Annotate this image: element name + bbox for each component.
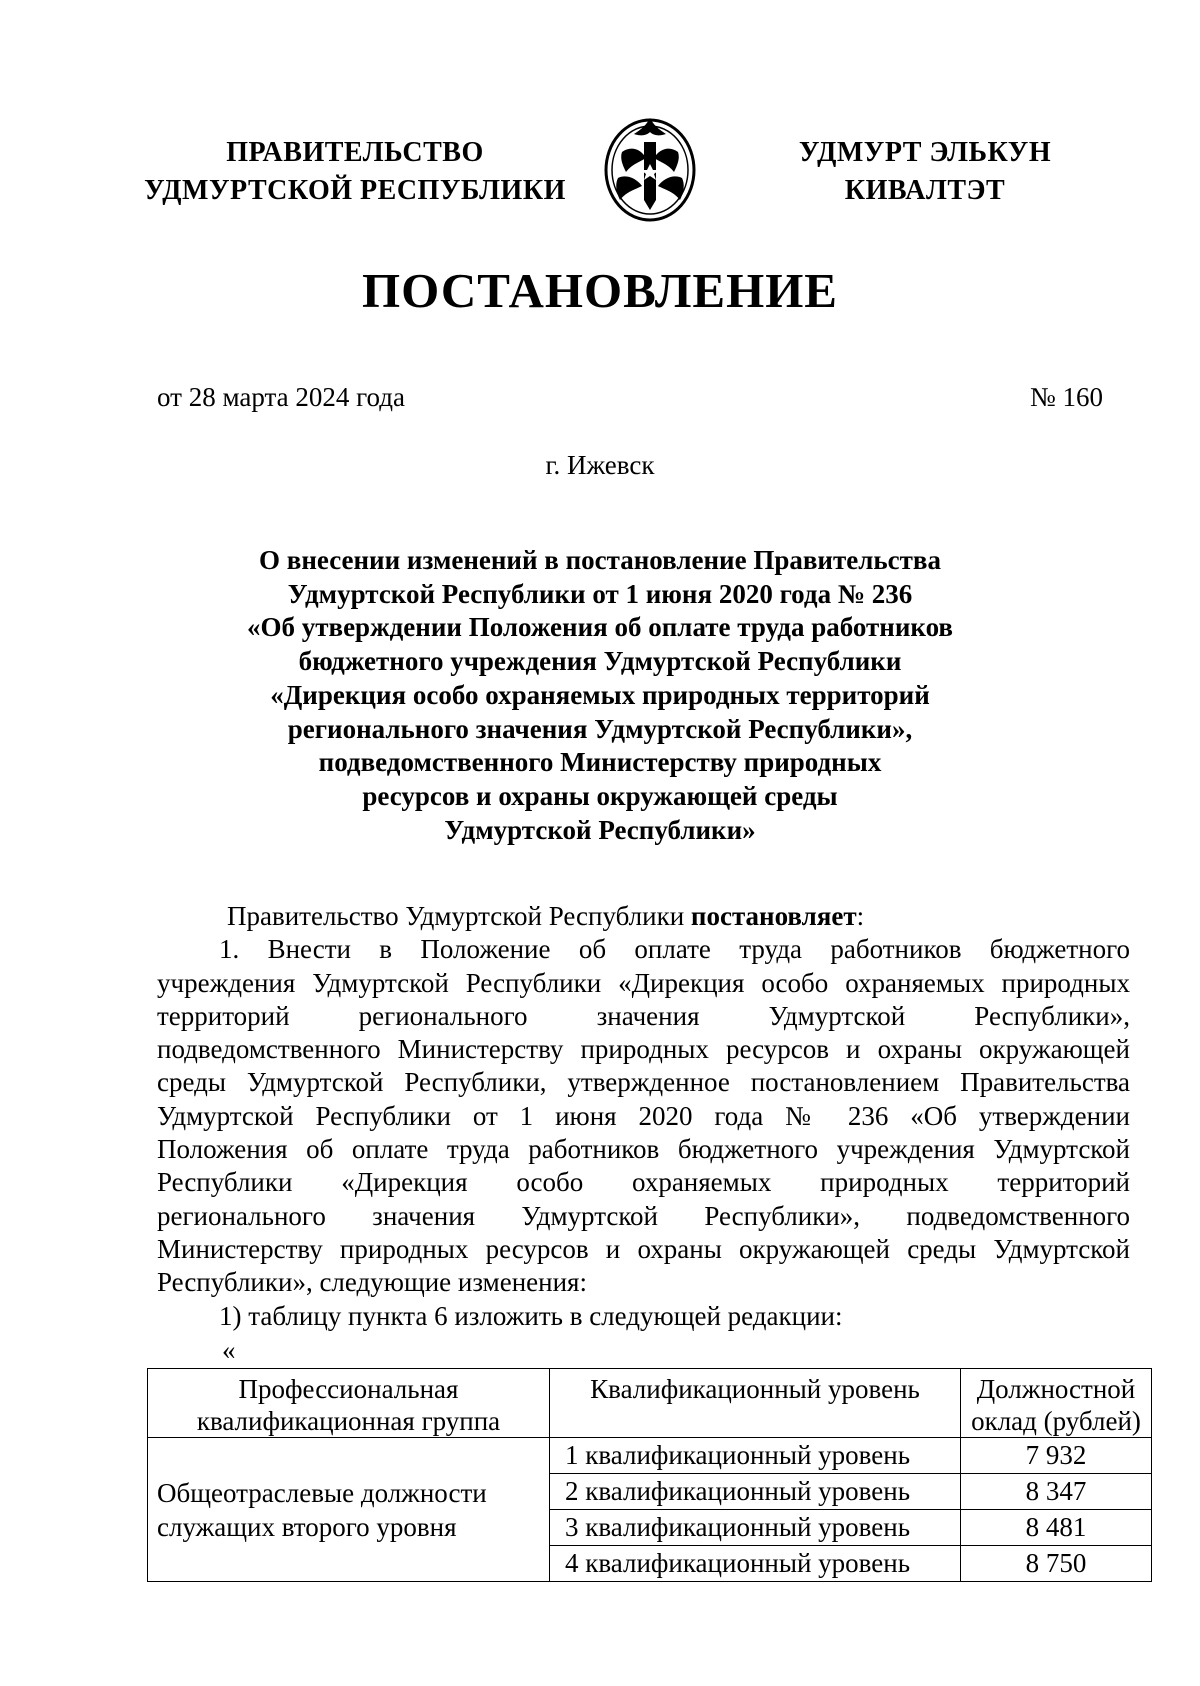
paragraph-line: Положения об оплате труда работников бюджетного учреждения Удмуртской [157, 1134, 1130, 1165]
group-line: служащих второго уровня [157, 1511, 457, 1542]
header-line: Профессиональная [238, 1374, 459, 1404]
salary-cell: 8 347 [961, 1474, 1152, 1510]
paragraph-line: территорий регионального значения Удмуртской Республики», [157, 1000, 1130, 1031]
salary-cell: 7 932 [961, 1438, 1152, 1474]
salary-cell: 8 481 [961, 1510, 1152, 1546]
title-line: О внесении изменений в постановление Правительства [259, 545, 941, 575]
title-line: регионального значения Удмуртской Республики», [287, 713, 913, 744]
intro-text: Правительство Удмуртской Республики [227, 901, 691, 931]
paragraph-line: подведомственного Министерству природных ресурсов и охраны окружающей [157, 1034, 1130, 1065]
header-line: квалификационная группа [196, 1406, 501, 1436]
intro-verb: постановляет [690, 901, 857, 931]
paragraph-line: Республики «Дирекция особо охраняемых природных территорий [157, 1167, 1130, 1198]
level-cell: 3 квалификационный уровень [550, 1510, 961, 1546]
paragraph-line: Республики», следующие изменения: [157, 1267, 587, 1298]
title-line: подведомственного Министерству природных [318, 747, 882, 778]
title-line: «Дирекция особо охраняемых природных территорий [270, 679, 930, 710]
intro-line [157, 900, 1130, 933]
level-cell: 4 квалификационный уровень [550, 1546, 961, 1582]
header-line: Должностной [976, 1374, 1136, 1404]
paragraph-line: среды Удмуртской Республики, утвержденное постановлением Правительства [157, 1067, 1130, 1098]
paragraph-line: учреждения Удмуртской Республики «Дирекция особо охраняемых природных [157, 967, 1130, 998]
government-name-russian [120, 134, 590, 210]
document-date: от 28 марта 2024 года [157, 382, 405, 412]
udmurt-coat-of-arms-emblem-icon [600, 112, 700, 224]
document-body [157, 900, 1130, 1333]
header-left-line: ПРАВИТЕЛЬСТВО [226, 137, 484, 168]
title-line: ресурсов и охраны окружающей среды [362, 780, 838, 811]
title-line: Удмуртской Республики от 1 июня 2020 года № 236 [287, 578, 913, 609]
header-right-line: КИВАЛТЭТ [844, 175, 1006, 206]
group-cell [148, 1438, 550, 1582]
table-row [148, 1438, 1152, 1474]
header-cell-salary [961, 1369, 1152, 1438]
salary-table [147, 1368, 1152, 1582]
intro-colon: : [856, 901, 865, 931]
paragraph-line: Министерству природных ресурсов и охраны окружающей среды Удмуртской [157, 1233, 1130, 1264]
paragraph-line: регионального значения Удмуртской Республики», подведомственного [157, 1200, 1130, 1231]
title-line: бюджетного учреждения Удмуртской Республики [298, 646, 902, 677]
table-header-row [148, 1369, 1152, 1438]
list-item: 1) таблицу пункта 6 изложить в следующей редакции: [219, 1300, 843, 1331]
document-number: № 160 [1029, 382, 1103, 412]
paragraph-line: 1. Внести в Положение об оплате труда работников бюджетного [219, 934, 1130, 965]
header-line: оклад (рублей) [971, 1406, 1141, 1436]
document-city: г. Ижевск [545, 450, 655, 480]
title-line: «Об утверждении Положения об оплате труда работников [246, 612, 954, 643]
header-cell-group [148, 1369, 550, 1438]
salary-cell: 8 750 [961, 1546, 1152, 1582]
group-line: Общеотраслевые должности [157, 1477, 487, 1508]
header-left-line: УДМУРТСКОЙ РЕСПУБЛИКИ [144, 175, 566, 206]
title-line: Удмуртской Республики» [444, 814, 756, 845]
header-line: Квалификационный уровень [590, 1374, 920, 1404]
header-right-line: УДМУРТ ЭЛЬКУН [798, 137, 1052, 168]
document-type: ПОСТАНОВЛЕНИЕ [362, 263, 838, 318]
level-cell: 1 квалификационный уровень [550, 1438, 961, 1474]
header-cell-level [550, 1369, 961, 1438]
level-cell: 2 квалификационный уровень [550, 1474, 961, 1510]
document-title [0, 544, 1200, 847]
government-name-udmurt [760, 134, 1090, 210]
paragraph-line: Удмуртской Республики от 1 июня 2020 года № 236 «Об утверждении [157, 1100, 1130, 1131]
opening-quote: « [222, 1335, 236, 1365]
